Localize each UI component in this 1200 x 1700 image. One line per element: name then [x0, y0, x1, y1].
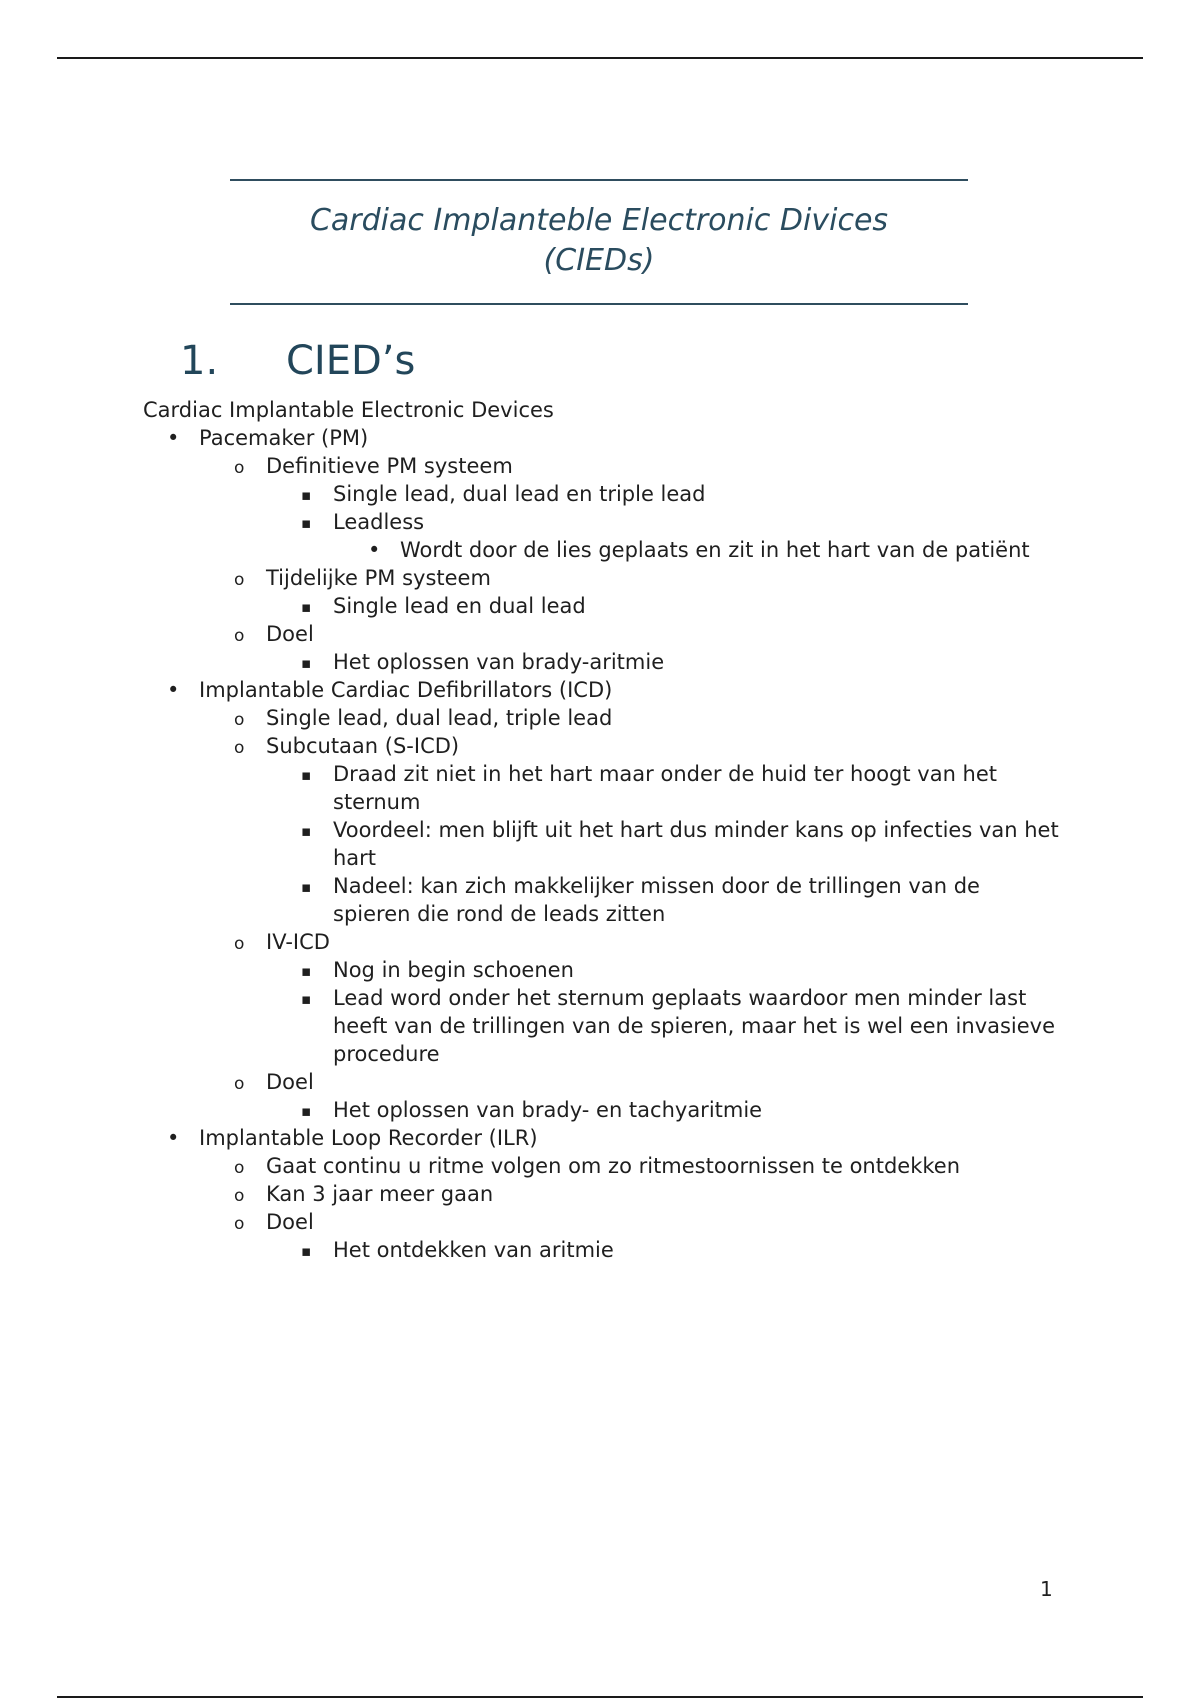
circle-bullet-icon: o [234, 934, 245, 954]
list-item-text: Single lead, dual lead, triple lead [266, 706, 613, 730]
document-title [230, 181, 968, 303]
list-item-text: Voordeel: men blijft uit het hart dus minder kans op infecties van het hart [333, 818, 1059, 870]
list-item [143, 480, 1063, 508]
list-item [143, 984, 1063, 1068]
list-item-text: Tijdelijke PM systeem [266, 566, 491, 590]
list-item-text: IV-ICD [266, 930, 330, 954]
list-item-text: Kan 3 jaar meer gaan [266, 1182, 494, 1206]
list-item-text: Nadeel: kan zich makkelijker missen door de trillingen van de spieren die rond de leads zitten [333, 874, 980, 926]
square-bullet-icon: ▪ [301, 962, 312, 980]
list-item [143, 704, 1063, 732]
disc-bullet-icon: • [368, 538, 381, 562]
list-item [143, 732, 1063, 760]
outline-list [143, 424, 1063, 1264]
square-bullet-icon: ▪ [301, 822, 312, 840]
circle-bullet-icon: o [234, 570, 245, 590]
circle-bullet-icon: o [234, 1214, 245, 1234]
square-bullet-icon: ▪ [301, 514, 312, 532]
list-item-text: Definitieve PM systeem [266, 454, 513, 478]
list-item [143, 1180, 1063, 1208]
list-item [143, 1236, 1063, 1264]
list-item-text: Pacemaker (PM) [199, 426, 369, 450]
section-heading [180, 335, 415, 387]
circle-bullet-icon: o [234, 1158, 245, 1178]
disc-bullet-icon: • [167, 678, 180, 702]
list-item [143, 508, 1063, 536]
title-bottom-rule [230, 303, 968, 305]
list-item-text: Doel [266, 1210, 314, 1234]
list-item [143, 816, 1063, 872]
disc-bullet-icon: • [167, 1126, 180, 1150]
list-item-text: Implantable Loop Recorder (ILR) [199, 1126, 538, 1150]
list-item-text: Lead word onder het sternum geplaats waardoor men minder last heeft van de trillingen van de spieren, maar het is wel een invasieve procedure [333, 986, 1056, 1066]
list-item [143, 452, 1063, 480]
intro-text: Cardiac Implantable Electronic Devices [143, 398, 554, 422]
list-item-text: Gaat continu u ritme volgen om zo ritmestoornissen te ontdekken [266, 1154, 961, 1178]
square-bullet-icon: ▪ [301, 486, 312, 504]
circle-bullet-icon: o [234, 458, 245, 478]
list-item [143, 1096, 1063, 1124]
list-item-text: Doel [266, 1070, 314, 1094]
page-bottom-rule [57, 1696, 1143, 1698]
list-item-text: Wordt door de lies geplaats en zit in het hart van de patiënt [400, 538, 1030, 562]
list-item [143, 1068, 1063, 1096]
list-item [143, 564, 1063, 592]
document-body [143, 396, 1063, 1264]
list-item [143, 872, 1063, 928]
page-top-rule [57, 57, 1143, 59]
title-line-1: Cardiac Implanteble Electronic Divices [309, 203, 889, 238]
list-item [143, 1124, 1063, 1152]
list-item-text: Subcutaan (S-ICD) [266, 734, 460, 758]
list-item-text: Draad zit niet in het hart maar onder de huid ter hoogt van het sternum [333, 762, 998, 814]
circle-bullet-icon: o [234, 1186, 245, 1206]
square-bullet-icon: ▪ [301, 654, 312, 672]
list-item [143, 536, 1063, 564]
list-item-text: Nog in begin schoenen [333, 958, 574, 982]
disc-bullet-icon: • [167, 426, 180, 450]
square-bullet-icon: ▪ [301, 598, 312, 616]
page-number: 1 [1040, 1577, 1053, 1601]
list-item [143, 424, 1063, 452]
list-item [143, 676, 1063, 704]
square-bullet-icon: ▪ [301, 990, 312, 1008]
list-item [143, 592, 1063, 620]
circle-bullet-icon: o [234, 710, 245, 730]
section-title: CIED’s [286, 338, 416, 384]
list-item-text: Leadless [333, 510, 425, 534]
list-item [143, 620, 1063, 648]
list-item [143, 956, 1063, 984]
square-bullet-icon: ▪ [301, 1102, 312, 1120]
list-item [143, 1208, 1063, 1236]
list-item [143, 760, 1063, 816]
circle-bullet-icon: o [234, 626, 245, 646]
list-item [143, 928, 1063, 956]
circle-bullet-icon: o [234, 1074, 245, 1094]
title-block [230, 179, 968, 305]
list-item [143, 648, 1063, 676]
square-bullet-icon: ▪ [301, 1242, 312, 1260]
square-bullet-icon: ▪ [301, 766, 312, 784]
title-line-2: (CIEDs) [543, 243, 655, 278]
list-item-text: Implantable Cardiac Defibrillators (ICD) [199, 678, 613, 702]
list-item [143, 1152, 1063, 1180]
list-item-text: Het ontdekken van aritmie [333, 1238, 614, 1262]
square-bullet-icon: ▪ [301, 878, 312, 896]
list-item-text: Single lead en dual lead [333, 594, 586, 618]
list-item-text: Het oplossen van brady-aritmie [333, 650, 665, 674]
section-number: 1. [180, 338, 219, 384]
list-item-text: Doel [266, 622, 314, 646]
circle-bullet-icon: o [234, 738, 245, 758]
list-item-text: Single lead, dual lead en triple lead [333, 482, 706, 506]
list-item-text: Het oplossen van brady- en tachyaritmie [333, 1098, 763, 1122]
